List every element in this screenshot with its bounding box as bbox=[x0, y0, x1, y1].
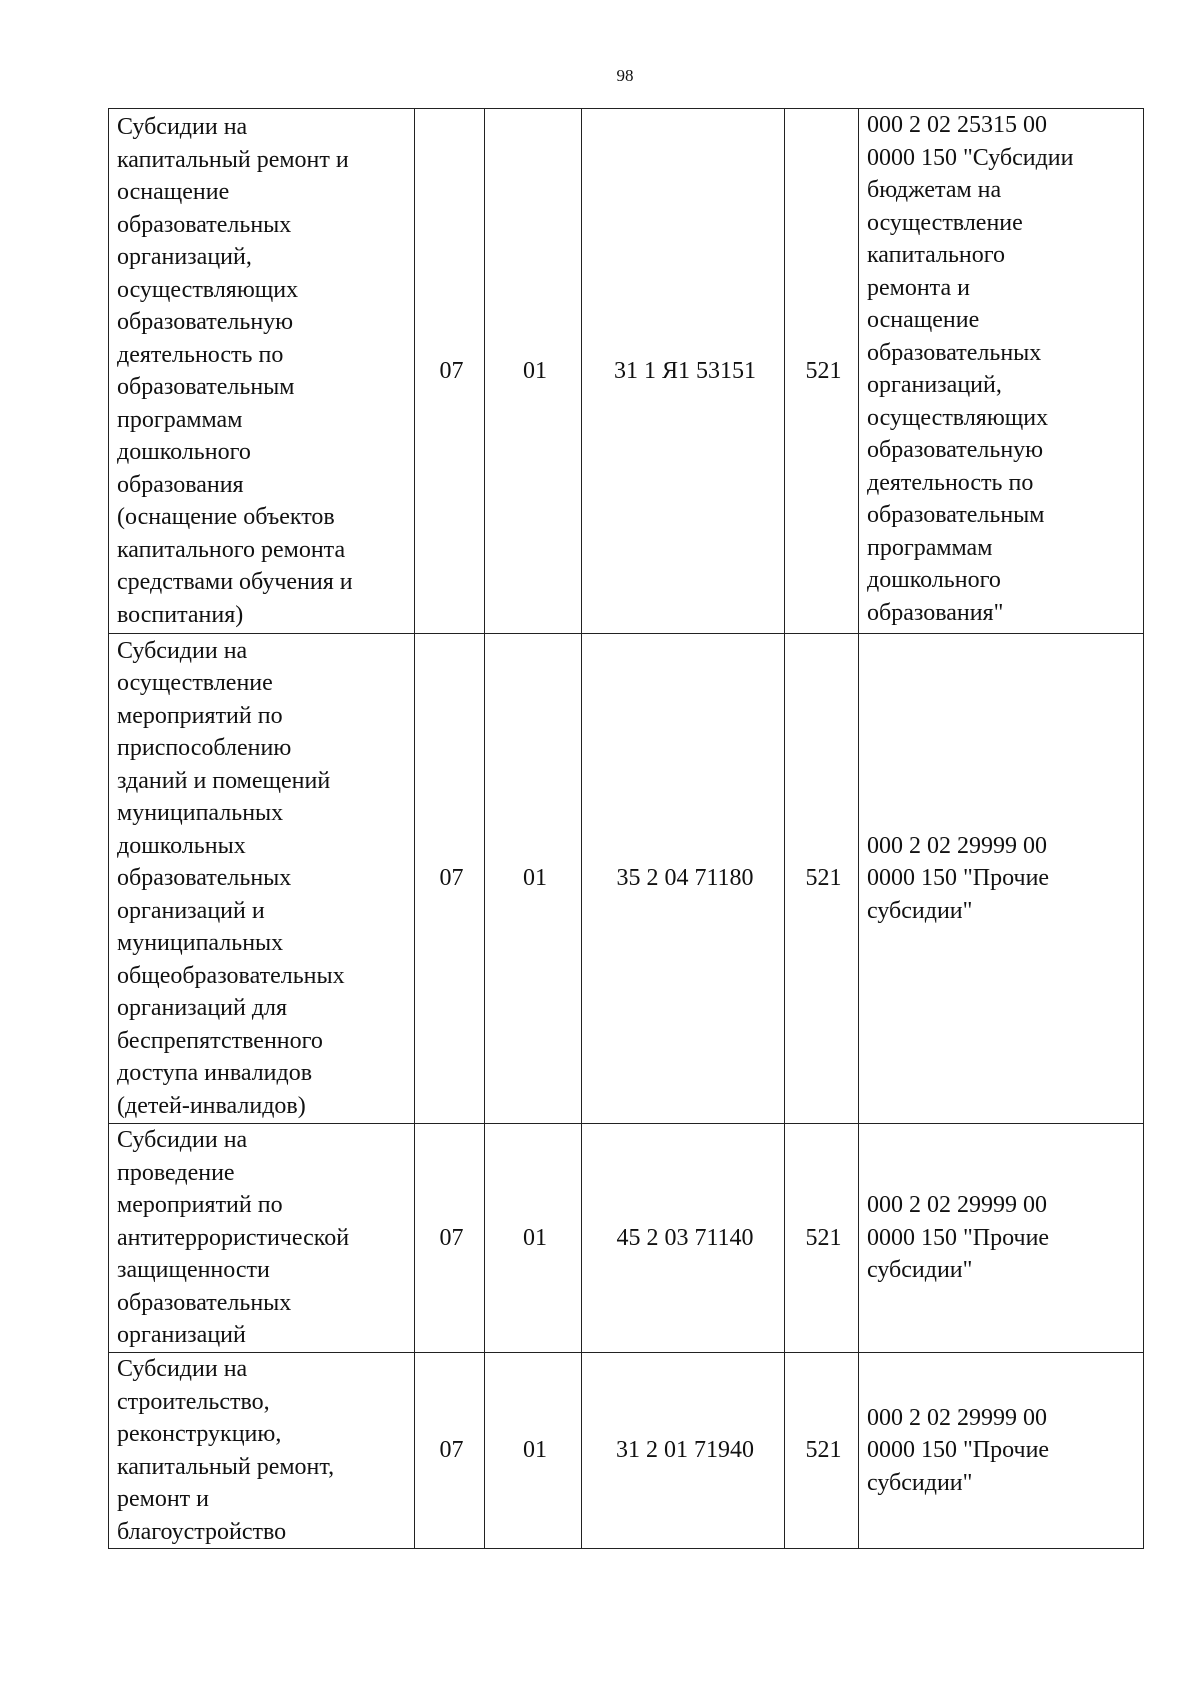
budget-table bbox=[108, 108, 1144, 1549]
cell-target-article: 31 2 01 71940 bbox=[582, 1353, 785, 1549]
cell-subsidy-name: Субсидии на осуществление мероприятий по приспособлению зданий и помещений муниципальных дошкольных образовательных организаций и муниципальных общеобразовательных организаций для беспрепятственного доступа инвалидов (детей-инвалидов) bbox=[109, 634, 415, 1124]
page-number: 98 bbox=[616, 66, 634, 85]
cell-subsidy-name: Субсидии на проведение мероприятий по антитеррористической защищенности образовательных организаций bbox=[109, 1124, 415, 1353]
cell-income-code: 000 2 02 25315 00 0000 150 "Субсидии бюджетам на осуществление капитального ремонта и оснащение образовательных организаций, осуществляющих образовательную деятельность по образовательным программам дошкольного образования" bbox=[859, 109, 1144, 634]
cell-target-article: 31 1 Я1 53151 bbox=[582, 109, 785, 634]
cell-expense-type: 521 bbox=[785, 1353, 859, 1549]
cell-section: 07 bbox=[415, 1124, 485, 1353]
table-row bbox=[109, 1353, 1144, 1549]
cell-target-article: 45 2 03 71140 bbox=[582, 1124, 785, 1353]
cell-expense-type: 521 bbox=[785, 634, 859, 1124]
cell-expense-type: 521 bbox=[785, 1124, 859, 1353]
cell-subsection: 01 bbox=[485, 109, 582, 634]
cell-subsidy-name: Субсидии на строительство, реконструкцию, капитальный ремонт, ремонт и благоустройство bbox=[109, 1353, 415, 1549]
table-row bbox=[109, 634, 1144, 1124]
cell-target-article: 35 2 04 71180 bbox=[582, 634, 785, 1124]
cell-income-code: 000 2 02 29999 00 0000 150 "Прочие субсидии" bbox=[859, 1124, 1144, 1353]
cell-section: 07 bbox=[415, 634, 485, 1124]
cell-subsection: 01 bbox=[485, 634, 582, 1124]
cell-subsection: 01 bbox=[485, 1124, 582, 1353]
cell-subsidy-name: Субсидии на капитальный ремонт и оснащение образовательных организаций, осуществляющих образовательную деятельность по образовательным программам дошкольного образования (оснащение объектов капитального ремонта средствами обучения и воспитания) bbox=[109, 109, 415, 634]
table-row bbox=[109, 109, 1144, 634]
table-row bbox=[109, 1124, 1144, 1353]
cell-section: 07 bbox=[415, 1353, 485, 1549]
cell-income-code: 000 2 02 29999 00 0000 150 "Прочие субсидии" bbox=[859, 634, 1144, 1124]
cell-expense-type: 521 bbox=[785, 109, 859, 634]
cell-section: 07 bbox=[415, 109, 485, 634]
cell-subsection: 01 bbox=[485, 1353, 582, 1549]
cell-income-code: 000 2 02 29999 00 0000 150 "Прочие субсидии" bbox=[859, 1353, 1144, 1549]
